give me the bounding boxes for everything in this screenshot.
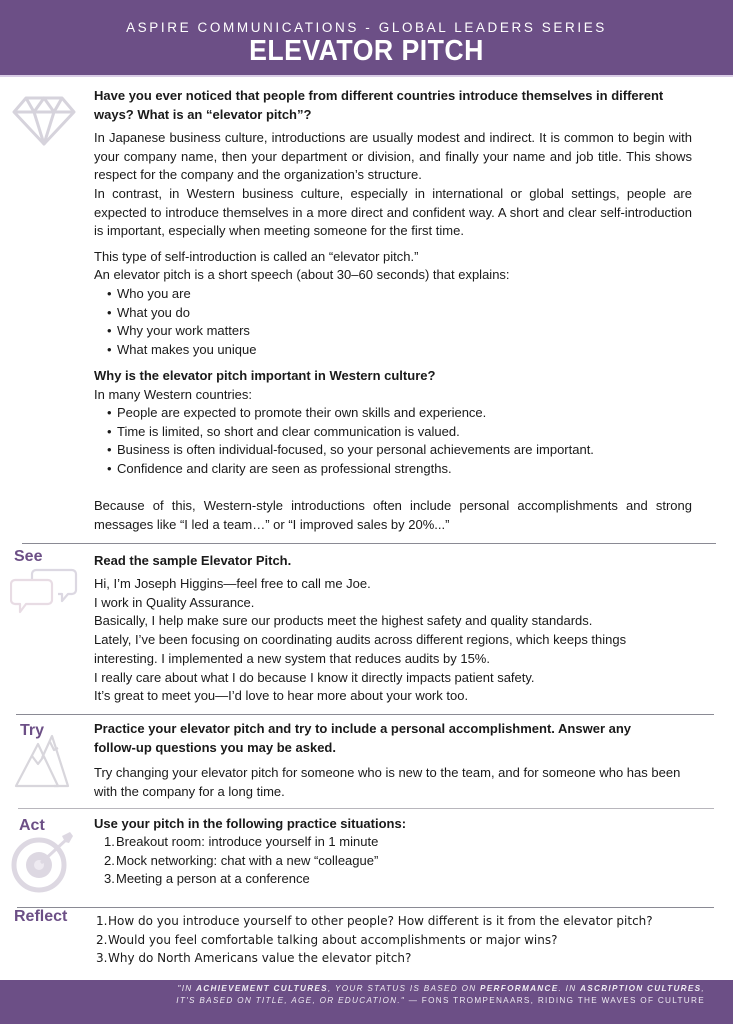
page-header [0, 0, 733, 75]
intro-question: Have you ever noticed that people from different countries introduce themselves in different ways? What is an “elevator pitch”? [94, 88, 664, 122]
list-item: 2.Mock networking: chat with a new “colleague” [104, 852, 379, 868]
list-item: • What makes you unique [107, 341, 256, 360]
list-item: • Time is limited, so short and clear communication is valued. [107, 423, 594, 442]
page-footer [0, 980, 733, 1024]
act-list [104, 833, 378, 889]
see-heading: Read the sample Elevator Pitch. [94, 553, 292, 568]
list-item: 2.Would you feel comfortable talking about accomplishments or major wins? [96, 932, 558, 947]
list-item: • Confidence and clarity are seen as professional strengths. [107, 460, 594, 479]
list-item: • People are expected to promote their own skills and experience. [107, 404, 594, 423]
intro-japanese-paragraph: In Japanese business culture, introductions are usually modest and indirect. It is common to begin with your company name, then your department or division, and finally your name and job title. This shows respect for the company and the organization’s structure. [94, 130, 692, 183]
speech-bubbles-icon [10, 567, 78, 615]
target-icon [10, 830, 76, 894]
quote-emphasis: ACHIEVEMENT CULTURES [196, 984, 328, 993]
list-item: • What you do [107, 304, 256, 323]
pitch-line: Hi, I’m Joseph Higgins—feel free to call me Joe. [94, 576, 371, 591]
section-divider [18, 808, 714, 809]
why-heading: Why is the elevator pitch important in Western culture? [94, 368, 436, 383]
list-item: 1.How do you introduce yourself to other people? How different is it from the elevator pitch? [96, 914, 653, 928]
section-divider [16, 714, 714, 715]
list-item: • Who you are [107, 285, 256, 304]
series-title: ASPIRE COMMUNICATIONS - GLOBAL LEADERS SERIES [126, 20, 607, 35]
quote-attribution: — FONS TROMPENAARS, RIDING THE WAVES OF CULTURE [405, 996, 705, 1005]
diamond-icon [12, 95, 76, 147]
section-divider [17, 907, 714, 908]
pitch-line: interesting. I implemented a new system that reduces audits by 15%. [94, 650, 490, 666]
section-label-see: See [14, 548, 43, 565]
list-item: 3.Meeting a person at a conference [104, 871, 310, 886]
try-heading: Practice your elevator pitch and try to include a personal accomplishment. Answer any follow-up questions you may be asked. [94, 721, 632, 755]
why-list [107, 404, 594, 479]
quote-emphasis: PERFORMANCE [480, 984, 559, 993]
pitch-line: Basically, I help make sure our products meet the highest safety and quality standards. [94, 613, 593, 629]
list-item: • Why your work matters [107, 322, 256, 341]
reflect-list [96, 912, 653, 968]
section-label-try: Try [20, 722, 45, 739]
try-body: Try changing your elevator pitch for someone who is new to the team, and for someone who has been with the company for a long time. [94, 765, 681, 799]
intro-called: This type of self-introduction is called an “elevator pitch.” [94, 249, 419, 264]
pitch-line: I work in Quality Assurance. [94, 594, 255, 610]
list-item: • Business is often individual-focused, so your personal achievements are important. [107, 441, 594, 460]
pitch-line: Lately, I’ve been focusing on coordinating audits across different regions, which keeps things [94, 632, 627, 648]
intro-western-paragraph: In contrast, in Western business culture, especially in international or global settings, people are expected to introduce themselves in a more direct and confident way. A short and clear self-introduction is important, especially when meeting someone for the first time. [94, 186, 692, 239]
footer-quote-line2: IT'S BASED ON TITLE, AGE, OR EDUCATION." — FONS TROMPENAARS, RIDING THE WAVES OF CULTURE [176, 996, 705, 1005]
see-pitch [94, 575, 692, 706]
page-title: ELEVATOR PITCH [249, 35, 484, 67]
footer-quote-line1: "IN ACHIEVEMENT CULTURES, YOUR STATUS IS BASED ON PERFORMANCE. IN ASCRIPTION CULTURES, [177, 984, 705, 993]
pitch-line: I really care about what I do because I know it directly impacts patient safety. [94, 669, 535, 685]
intro-definition: An elevator pitch is a short speech (about 30–60 seconds) that explains: [94, 267, 510, 282]
section-label-act: Act [19, 817, 45, 834]
explains-list [107, 285, 256, 360]
list-item: 3.Why do North Americans value the elevator pitch? [96, 951, 412, 965]
section-divider [22, 543, 716, 544]
quote-emphasis: ASCRIPTION CULTURES [579, 984, 702, 993]
why-lead: In many Western countries: [94, 387, 252, 402]
intro-conclusion: Because of this, Western-style introductions often include personal accomplishments and strong messages like “I led a team…” or “I improved sales by 20%...” [94, 498, 692, 532]
act-heading: Use your pitch in the following practice situations: [94, 816, 407, 831]
header-divider [0, 75, 733, 77]
pitch-line: It’s great to meet you—I’d love to hear more about your work too. [94, 688, 469, 704]
section-label-reflect: Reflect [14, 908, 68, 925]
list-item: 1.Breakout room: introduce yourself in 1 minute [104, 834, 379, 849]
